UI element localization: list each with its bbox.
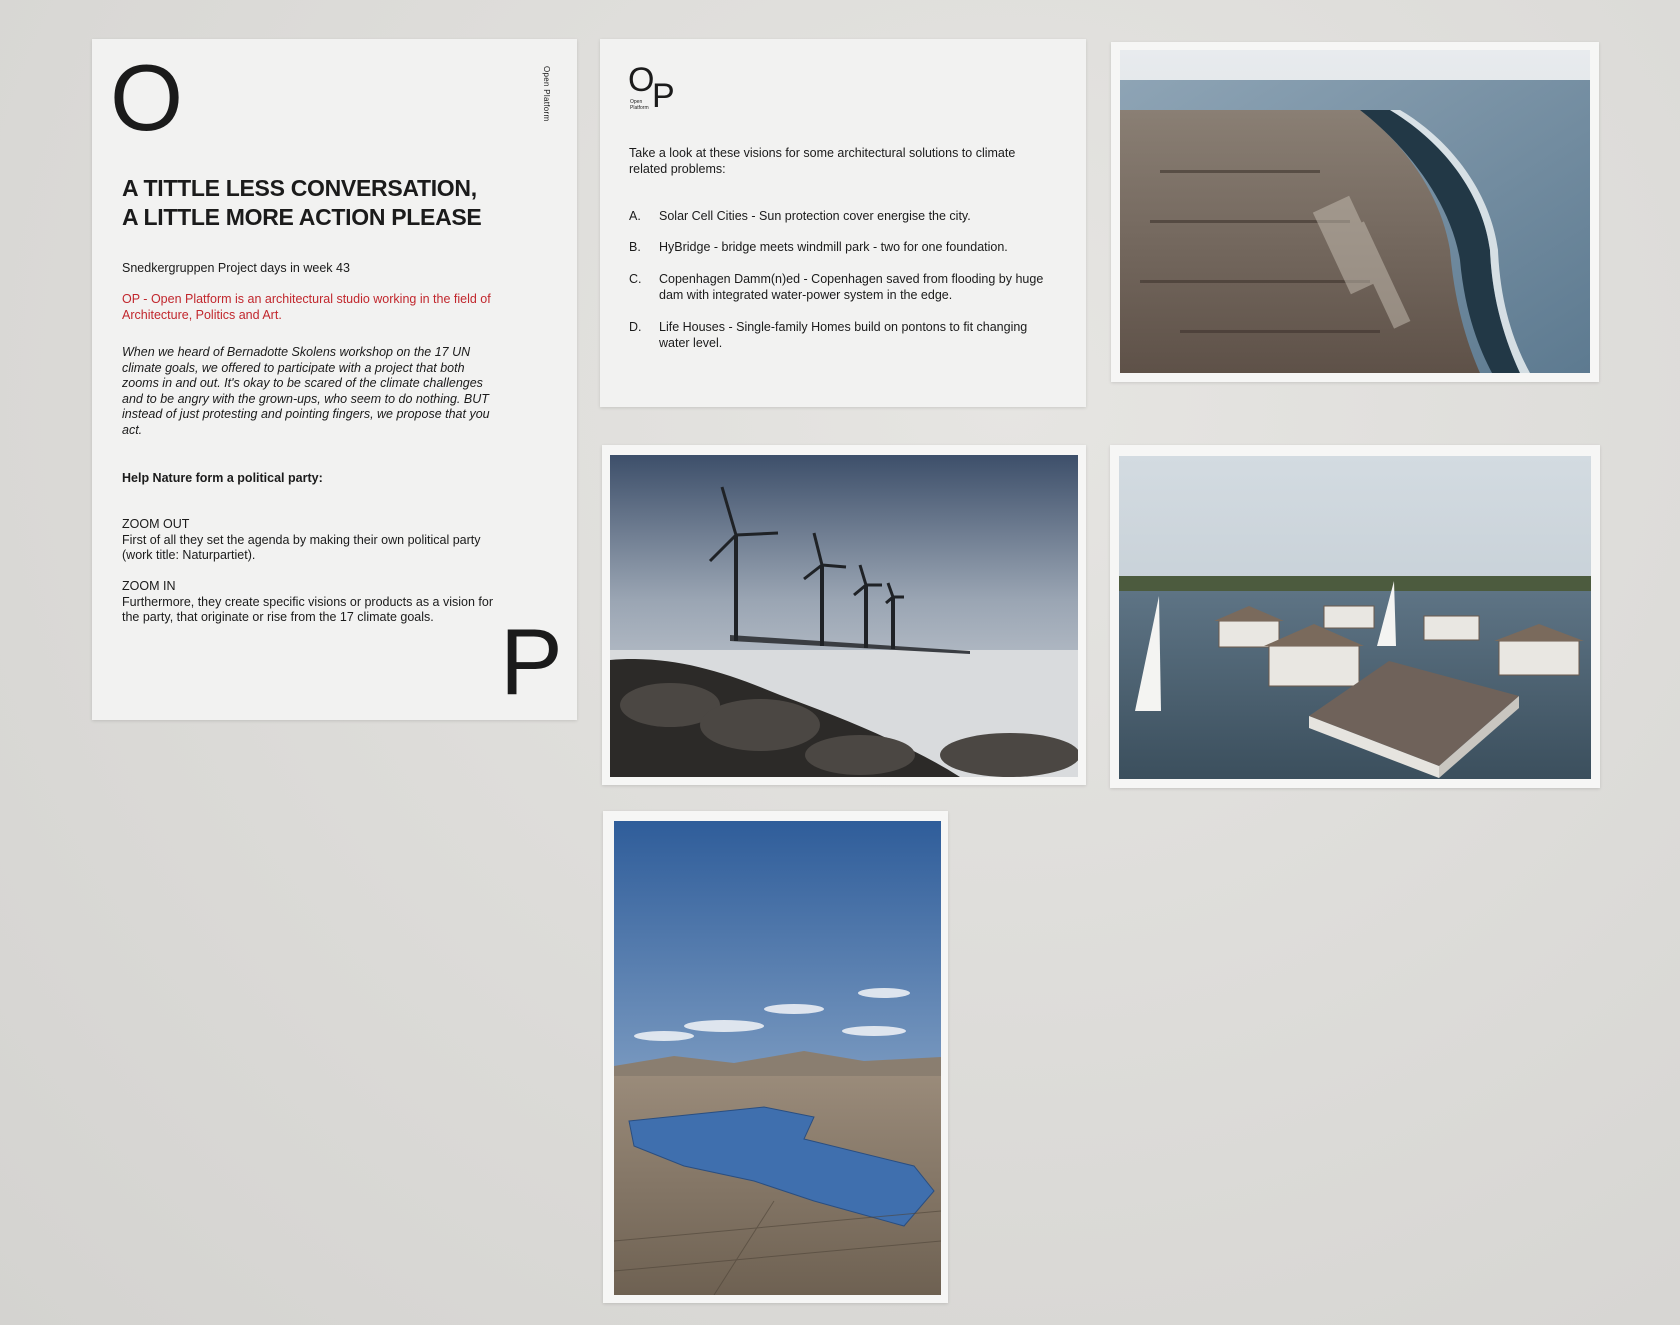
studio-description: OP - Open Platform is an architectural studio working in the field of Architecture, Politics and Art. — [122, 292, 491, 322]
poster-sheet-visions — [600, 39, 1086, 407]
subtitle: Snedkergruppen Project days in week 43 — [122, 261, 350, 275]
list-item-text: Solar Cell Cities - Sun protection cover energise the city. — [659, 209, 971, 223]
photo-copenhagen-dam — [1111, 42, 1599, 382]
list-item-letter: C. — [629, 272, 642, 286]
windmill-bridge-image — [610, 455, 1078, 777]
title-line-2: A LITTLE MORE ACTION PLEASE — [122, 204, 482, 230]
zoom-out-text: First of all they set the agenda by making their own political party (work title: Naturpartiet). — [122, 532, 481, 562]
zoom-out-title: ZOOM OUT — [122, 517, 190, 531]
photo-solar-cell-city — [603, 811, 948, 1303]
list-item-letter: D. — [629, 320, 642, 334]
logo-letter-p: P — [652, 77, 675, 115]
vertical-label: Open Platform — [542, 66, 551, 122]
list-item-text: Life Houses - Single-family Homes build on pontons to fit changing water level. — [659, 320, 1028, 350]
poster-sheet-intro — [92, 39, 577, 720]
list-item-letter: A. — [629, 209, 641, 223]
list-item-text: Copenhagen Damm(n)ed - Copenhagen saved from flooding by huge dam with integrated water-power system in the edge. — [659, 272, 1044, 302]
title-line-1: A TITTLE LESS CONVERSATION, — [122, 175, 477, 201]
big-letter-p: P — [500, 609, 563, 714]
workshop-text: When we heard of Bernadotte Skolens workshop on the 17 UN climate goals, we offered to participate with a project that both zooms in and out. It's okay to be scared of the climate challenges and to be angry with the grown-ups, who seem to do nothing. BUT instead of just protesting and pointing fingers, we propose that you act. — [122, 345, 490, 437]
floating-houses-image — [1119, 456, 1591, 779]
zoom-in-text: Furthermore, they create specific visions or products as a vision for the party, that originate or rise from the 17 climate goals. — [122, 594, 493, 624]
solar-city-image — [614, 821, 941, 1295]
photo-life-houses — [1110, 445, 1600, 788]
zoom-in-block — [122, 579, 502, 626]
logo-small-text: Open Platform — [630, 99, 649, 111]
logo-letter-o: O — [628, 61, 655, 99]
list-item-letter: B. — [629, 240, 641, 254]
big-letter-o: O — [110, 45, 184, 150]
photo-hybridge — [602, 445, 1086, 785]
page-title — [122, 174, 552, 232]
list-item-text: HyBridge - bridge meets windmill park - two for one foundation. — [659, 240, 1008, 254]
zoom-out-block — [122, 517, 502, 564]
copenhagen-aerial-image — [1120, 50, 1590, 373]
zoom-in-title: ZOOM IN — [122, 579, 176, 593]
help-heading: Help Nature form a political party: — [122, 471, 323, 485]
visions-intro: Take a look at these visions for some architectural solutions to climate related problems: — [629, 146, 1016, 176]
op-logo — [628, 63, 688, 115]
